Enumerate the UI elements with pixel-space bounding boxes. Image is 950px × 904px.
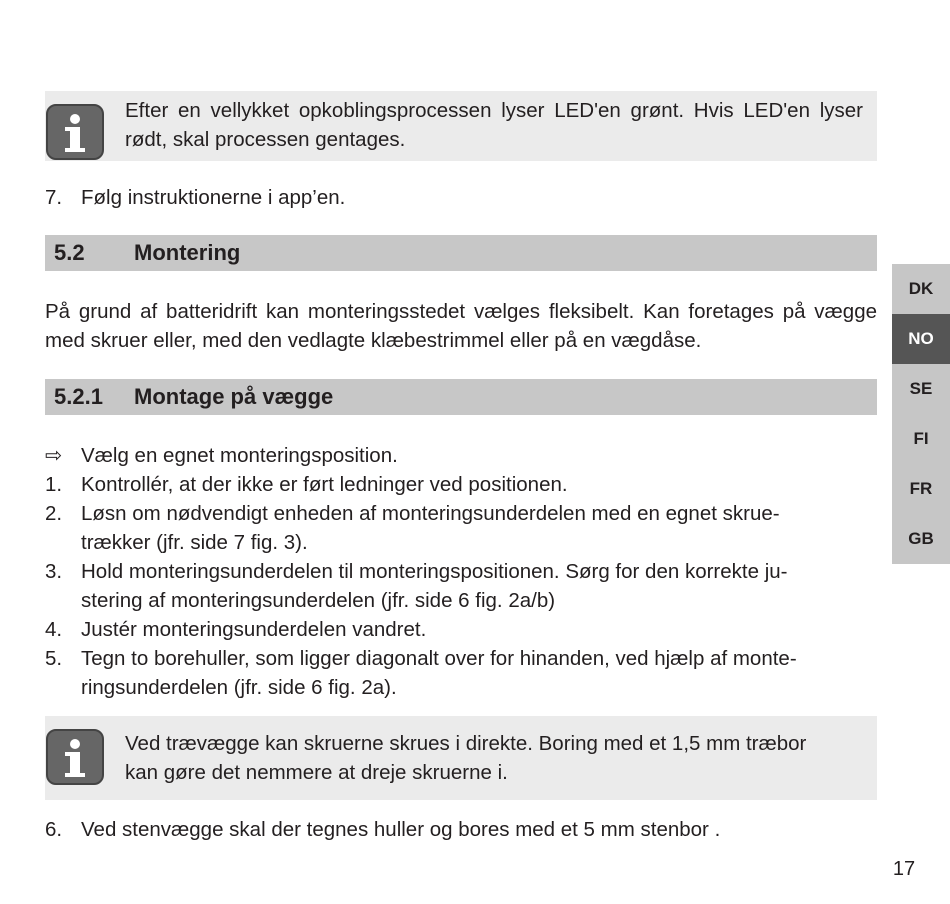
tab-se[interactable]: SE	[909, 379, 933, 398]
step-text: Hold monteringsunderdelen til monteringspositionen. Sørg for den korrekte ju-	[81, 560, 788, 583]
tab-no[interactable]: NO	[892, 314, 950, 364]
step-text: Justér monteringsunderdelen vandret.	[81, 618, 427, 641]
arrow-right-icon: ⇨	[45, 444, 63, 467]
section-heading-5-2-1	[45, 379, 877, 415]
step-text: Følg instruktionerne i app’en.	[81, 186, 346, 209]
section-number: 5.2	[54, 240, 85, 265]
step-number: 7.	[45, 186, 63, 209]
step-text: Kontrollér, at der ikke er ført ledninger ved positionen.	[81, 473, 568, 496]
section-title: Montage på vægge	[134, 384, 334, 409]
info-text-wood-walls: Ved trævægge kan skruerne skrues i direkte. Boring med et 1,5 mm træbor kan gøre det nemmere at dreje skruerne i.	[125, 732, 807, 784]
info-icon	[45, 102, 105, 162]
step-text: Vælg en egnet monteringsposition.	[81, 444, 398, 467]
step-text: trækker (jfr. side 7 fig. 3).	[81, 531, 308, 554]
section-title: Montering	[134, 240, 241, 265]
tab-gb[interactable]: GB	[908, 529, 934, 548]
info-text-connection: Efter en vellykket opkoblingsprocessen lyser LED'en grønt. Hvis LED'en lyser rødt, skal processen gentages.	[125, 99, 863, 151]
step-number: 5.	[45, 647, 63, 670]
step-number: 1.	[45, 473, 63, 496]
mounting-paragraph: På grund af batteridrift kan monteringsstedet vælges fleksibelt. Kan foretages på vægge med skruer eller, med den vedlagte klæbestrimmel eller på en vægdåse.	[45, 300, 877, 352]
language-tabs	[892, 264, 950, 564]
info-icon	[45, 727, 105, 787]
tab-fr[interactable]: FR	[909, 479, 933, 498]
step-text: ringsunderdelen (jfr. side 6 fig. 2a).	[81, 676, 397, 699]
tab-fi[interactable]: FI	[913, 429, 929, 448]
info-box-connection	[45, 91, 877, 161]
step-number: 6.	[45, 818, 63, 841]
step-number: 4.	[45, 618, 63, 641]
step-text: Løsn om nødvendigt enheden af monteringsunderdelen med en egnet skrue-	[81, 502, 780, 525]
step-number: 3.	[45, 560, 63, 583]
page-number: 17	[892, 858, 916, 880]
info-box-wood-walls	[45, 716, 877, 800]
section-number: 5.2.1	[54, 384, 103, 409]
step-number: 2.	[45, 502, 63, 525]
step-text: Ved stenvægge skal der tegnes huller og bores med et 5 mm stenbor .	[81, 818, 721, 841]
section-heading-5-2	[45, 235, 877, 271]
step-text: Tegn to borehuller, som ligger diagonalt over for hinanden, ved hjælp af monte-	[81, 647, 797, 670]
step-text: stering af monteringsunderdelen (jfr. side 6 fig. 2a/b)	[81, 589, 556, 612]
tab-dk[interactable]: DK	[908, 279, 934, 298]
